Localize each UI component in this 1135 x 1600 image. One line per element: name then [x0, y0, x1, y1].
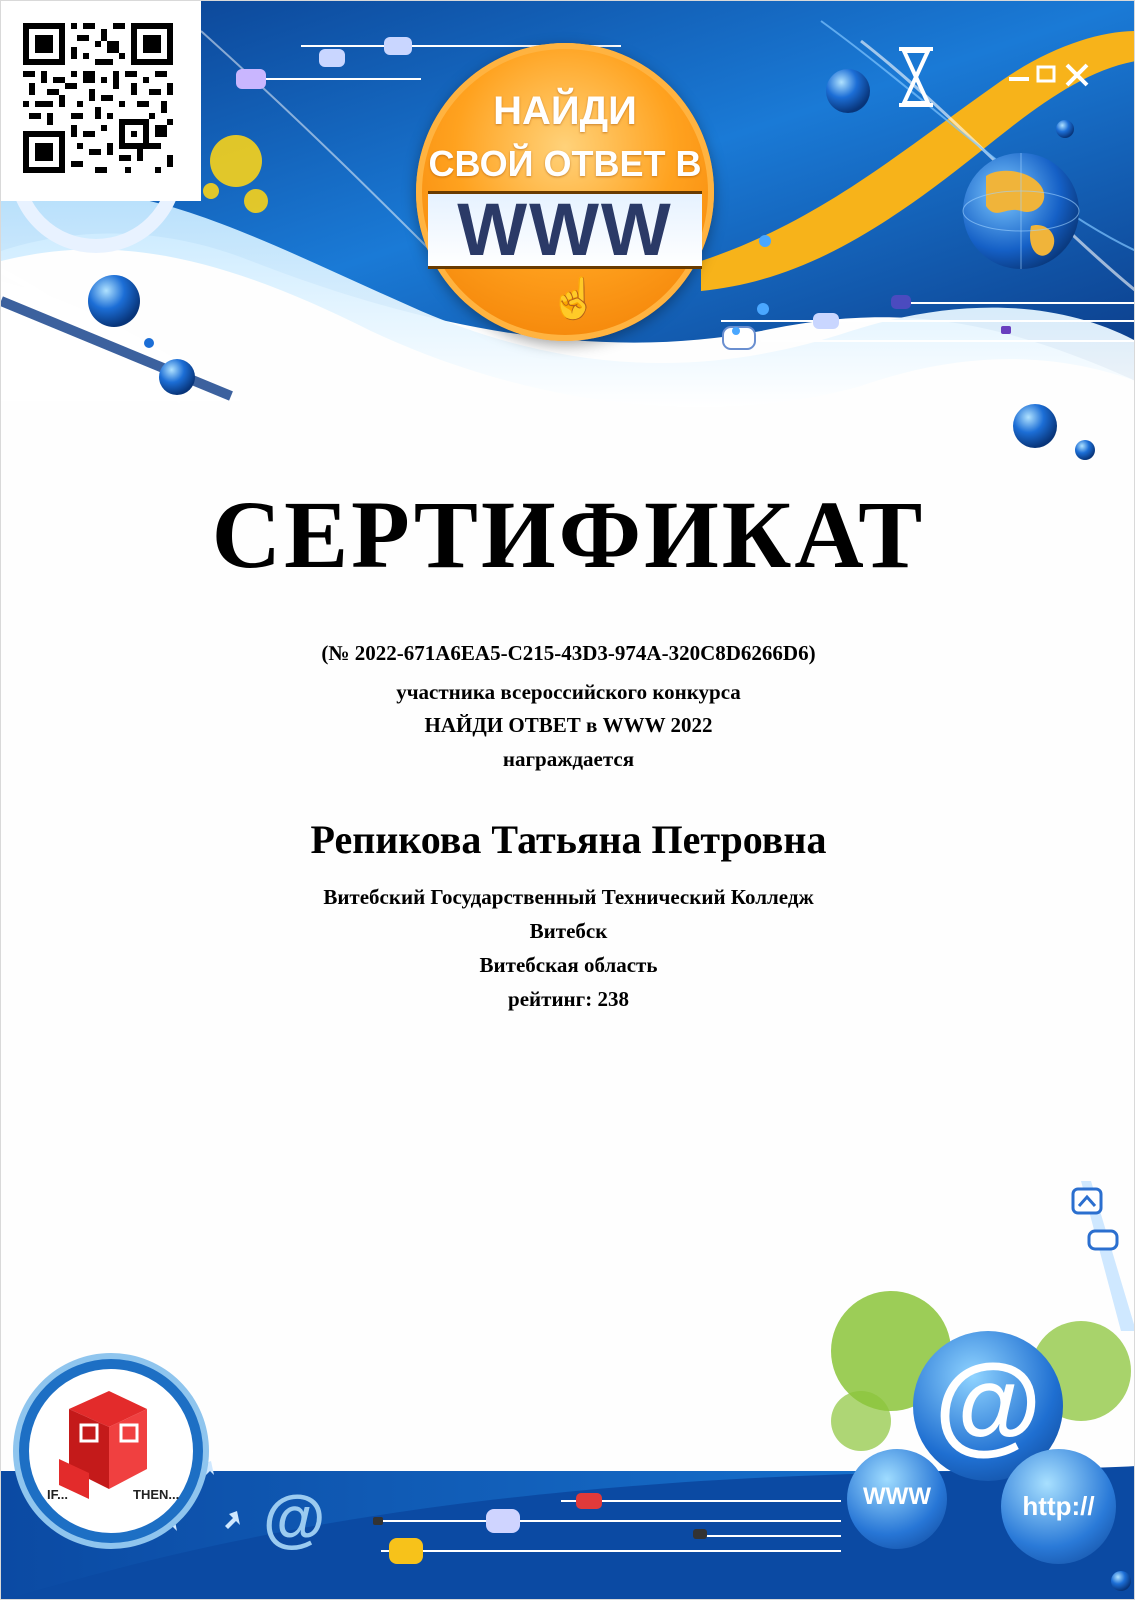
- badge-www: WWW: [428, 191, 702, 269]
- certificate-number: (№ 2022-671A6EA5-C215-43D3-974A-320C8D6266D6): [321, 641, 816, 665]
- qr-code: [1, 1, 201, 201]
- certificate-title: СЕРТИФИКАТ: [211, 481, 926, 588]
- cube-icon: [29, 1369, 193, 1533]
- contest-line: НАЙДИ ОТВЕТ в WWW 2022: [424, 713, 713, 737]
- logo-caption-then: THEN...: [133, 1487, 180, 1502]
- http-bubble: [1001, 1449, 1116, 1564]
- at-icon: @: [934, 1342, 1042, 1465]
- at-sign-small: @: [263, 1482, 326, 1554]
- contest-badge: [416, 43, 714, 341]
- http-label: http://: [1022, 1491, 1095, 1521]
- badge-line2: СВОЙ ОТВЕТ В: [428, 143, 702, 184]
- www-label: WWW: [863, 1483, 931, 1510]
- region: Витебская область: [479, 953, 658, 977]
- pointer-hand-icon: ☝: [549, 276, 599, 321]
- awarded-line: награждается: [502, 747, 635, 771]
- if-then-logo: [19, 1359, 203, 1543]
- participant-line: участника всероссийского конкурса: [396, 680, 741, 704]
- www-bubble: [847, 1449, 947, 1549]
- city: Витебск: [529, 919, 608, 943]
- badge-line1: НАЙДИ: [493, 89, 637, 133]
- organization: Витебский Государственный Технический Колледж: [323, 885, 814, 909]
- rating: рейтинг: 238: [508, 987, 629, 1011]
- recipient-name: Репикова Татьяна Петровна: [310, 817, 827, 862]
- logo-caption-if: IF...: [47, 1487, 68, 1502]
